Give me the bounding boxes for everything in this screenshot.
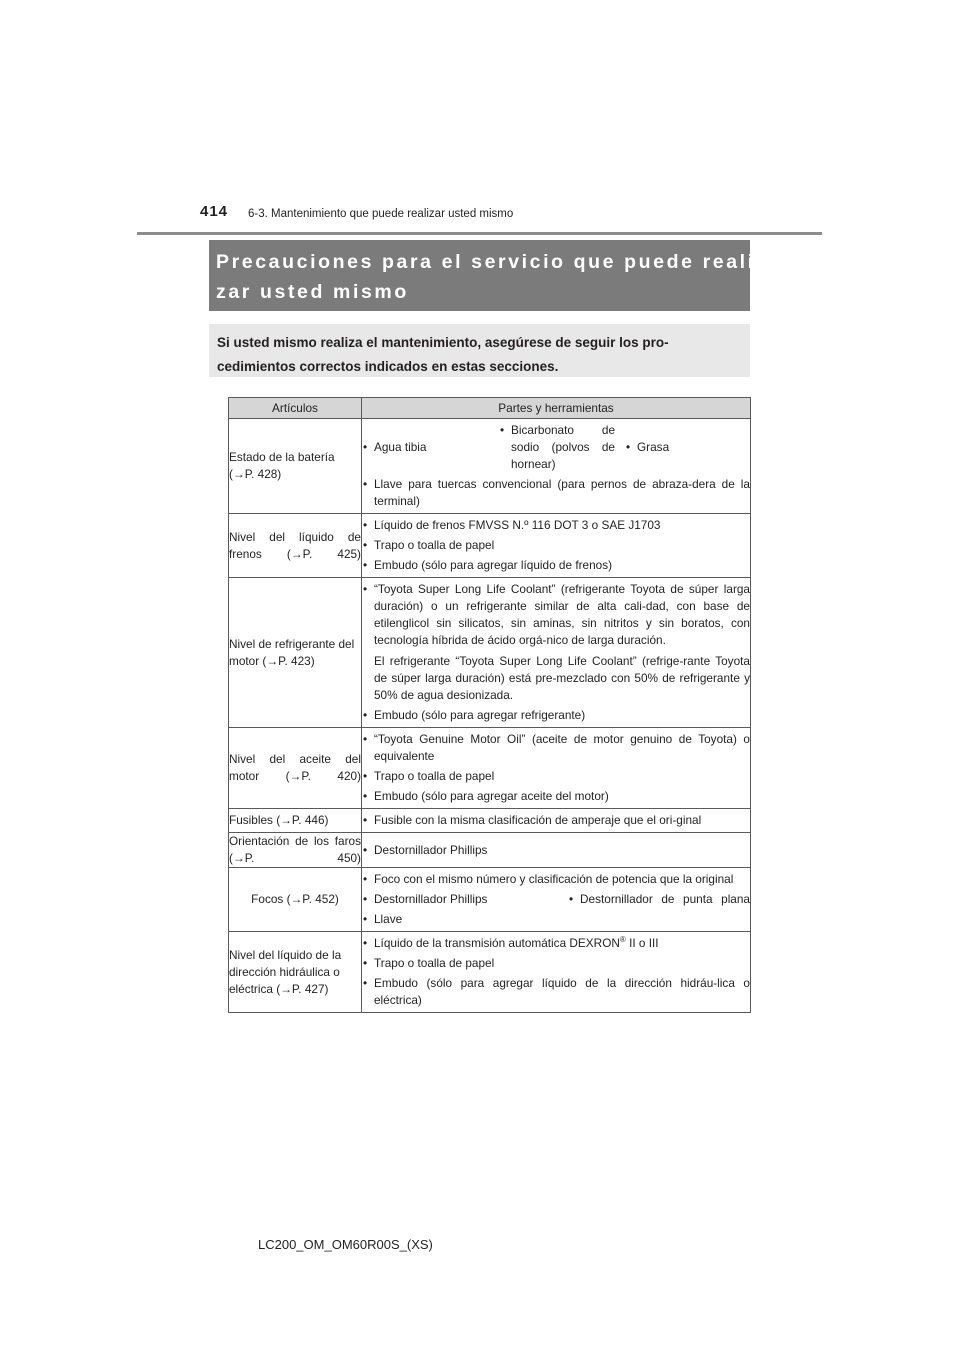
list-item: • Llave [362,911,750,928]
list-item: • Fusible con la misma clasificación de amperaje que el ori-ginal [362,812,750,829]
list-item: • Embudo (sólo para agregar líquido de la dirección hidráu-lica o eléctrica) [362,975,750,1009]
registered-mark: ® [619,935,626,945]
column-header-items: Artículos [229,398,362,419]
list-item: • Embudo (sólo para agregar refrigerante) [362,707,750,724]
list-item [362,935,750,952]
item-cell: Fusibles (→P. 446) [229,809,362,833]
list-item: • Grasa [625,439,669,456]
list-item: • Destornillador Phillips [362,842,750,859]
list-item: • Líquido de frenos FMVSS N.º 116 DOT 3 o SAE J1703 [362,517,750,534]
list-item: • Trapo o toalla de papel [362,537,750,554]
table-header-row [229,398,751,419]
footer-code: LC200_OM_OM60R00S_(XS) [258,1237,433,1252]
list-item: • “Toyota Super Long Life Coolant” (refrigerante Toyota de súper larga duración) o un refrigerante similar de alta cali-dad, con base de etilenglicol sin silicatos, sin aminas, sin nitritos y sin boratos, con tecnología híbrida de ácido orgá-nico de larga duración. [362,581,750,649]
list-item: • Trapo o toalla de papel [362,768,750,785]
table-row-bulbs [229,868,751,932]
column-header-parts: Partes y herramientas [362,398,751,419]
item-text: Nivel del líquido de la dirección hidráulica o eléctrica (→P. 427) [229,947,342,996]
list-item: • Llave para tuercas convencional (para pernos de abraza-dera de la terminal) [362,476,750,510]
parts-cell [362,809,751,833]
fluid-name: Líquido de la transmisión automática DEXRON [374,936,620,950]
title-line-1: Precauciones para el servicio que puede reali- [216,251,765,273]
table-row-coolant [229,578,751,728]
parts-tools-table [228,397,751,1013]
item-cell: Nivel del líquido de frenos (→P. 425) [229,514,362,578]
parts-cell [362,868,751,932]
list-item: • Destornillador de punta plana [568,891,750,908]
table-row-battery [229,419,751,514]
parts-cell [362,578,751,728]
table-row-fuses [229,809,751,833]
parts-cell [362,514,751,578]
list-item: • “Toyota Genuine Motor Oil” (aceite de motor genuino de Toyota) o equivalente [362,731,750,765]
item-cell [229,932,362,1013]
section-heading: 6-3. Mantenimiento que puede realizar usted mismo [248,208,514,220]
parts-cell [362,419,751,514]
table-row-engine-oil [229,728,751,809]
item-cell: Orientación de los faros (→P. 450) [229,833,362,868]
item-cell: Focos (→P. 452) [229,868,362,932]
table-row-brake-fluid [229,514,751,578]
list-item: • Destornillador Phillips [362,891,568,908]
parts-cell [362,833,751,868]
parts-cell [362,728,751,809]
parts-row [362,422,750,473]
parts-cell [362,932,751,1013]
header-rule [137,232,822,235]
item-cell: Nivel del aceite del motor (→P. 420) [229,728,362,809]
intro-box [209,324,750,377]
list-item: • Foco con el mismo número y clasificación de potencia que la original [362,871,750,888]
item-cell: Nivel de refrigerante del motor (→P. 423) [229,578,362,728]
list-item: • Agua tibia [362,439,499,456]
page-number: 414 [200,203,229,220]
parts-row [362,891,750,908]
title-line-2: zar usted mismo [216,281,409,303]
intro-line-1: Si usted mismo realiza el mantenimiento, asegúrese de seguir los pro- [217,335,669,350]
table-row-headlight-aim [229,833,751,868]
list-item: • Embudo (sólo para agregar aceite del motor) [362,788,750,805]
list-item: • Bicarbonato de sodio (polvos de hornear) [499,422,615,473]
coolant-note: El refrigerante “Toyota Super Long Life Coolant” (refrige-rante Toyota de súper larga duración) está pre-mezclado con 50% de refrigerante y 50% de agua desionizada. [374,654,750,702]
intro-line-2: cedimientos correctos indicados en estas secciones. [217,359,559,374]
list-item: • Trapo o toalla de papel [362,955,750,972]
title-box [209,240,765,311]
item-cell: Estado de la batería (→P. 428) [229,419,362,514]
fluid-grade: II o III [625,936,659,950]
table-row-steering-fluid [229,932,751,1013]
list-item: • Embudo (sólo para agregar líquido de frenos) [362,557,750,574]
